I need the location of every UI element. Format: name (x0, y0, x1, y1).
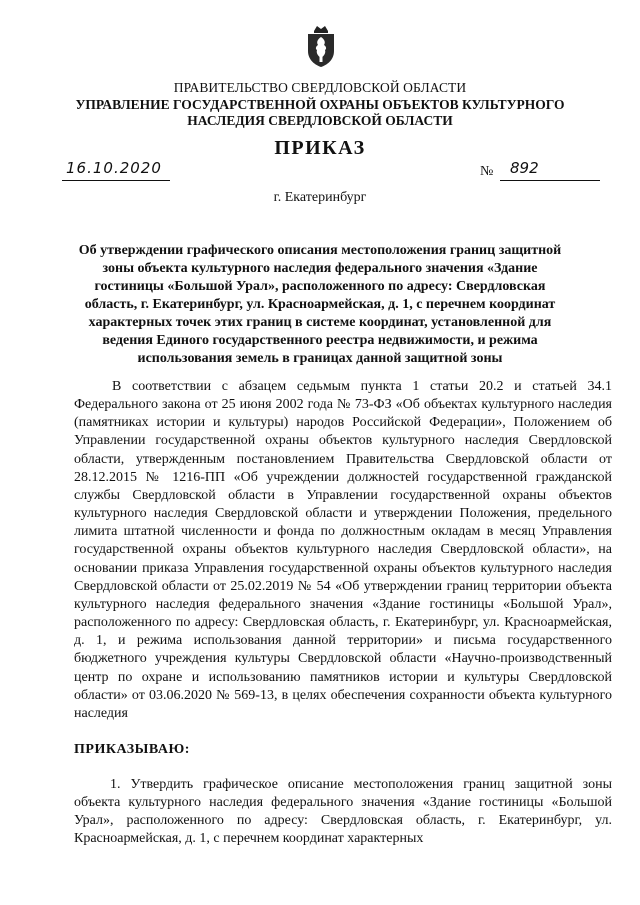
date-field (62, 159, 170, 181)
order-number: 892 (510, 159, 539, 177)
number-sign: № (480, 164, 494, 179)
number-field (500, 159, 600, 181)
clause-1-paragraph: 1. Утвердить графическое описание местоположения границ защитной зоны объекта культурного наследия федерального значения «Здание гостиницы «Большой Урал», расположенного по адресу: Свердловская область, г. Екатеринбург, ул. Красноармейская, д. 1, с перечнем координат характерных (74, 777, 612, 847)
coat-of-arms-icon (304, 24, 338, 68)
department-title: УПРАВЛЕНИЕ ГОСУДАРСТВЕННОЙ ОХРАНЫ ОБЪЕКТОВ КУЛЬТУРНОГО НАСЛЕДИЯ СВЕРДЛОВСКОЙ ОБЛАСТИ (75, 97, 565, 128)
decree-heading: ПРИКАЗЫВАЮ: (74, 742, 190, 757)
government-title: ПРАВИТЕЛЬСТВО СВЕРДЛОВСКОЙ ОБЛАСТИ (173, 80, 467, 95)
order-subject: Об утверждении графического описания местоположения границ защитной зоны объекта культурного наследия федерального значения «Здание гостиницы «Большой Урал», расположенного по адресу: Свердловская область, г. Екатеринбург, ул. Красноармейская, д. 1, с перечнем координат характерных точек этих границ в системе координат, установленной для ведения Единого государственного реестра недвижимости, и режима использования земель в границах данной защитной зоны (78, 243, 562, 366)
city-line: г. Екатеринбург (273, 190, 367, 205)
document-type: ПРИКАЗ (274, 137, 366, 159)
preamble-paragraph: В соответствии с абзацем седьмым пункта 1 статьи 20.2 и статьей 34.1 Федерального закона от 25 июня 2002 года № 73-ФЗ «Об объектах культурного наследия (памятниках истории и культуры) народов Российской Федерации», Положением об Управлении государственной охраны объектов культурного наследия Свердловской области, утвержденным постановлением Правительства Свердловской области от 28.12.2015 № 1216-ПП «Об учреждении должностей государственной гражданской службы Свердловской области в Управлении государственной охраны объектов культурного наследия Свердловской области и утверждении Положения, предельного лимита штатной численности и фонда по должностным окладам в месяц Управления государственной охраны объектов культурного наследия Свердловской области», на основании приказа Управления государственной охраны объектов культурного наследия Свердловской области от 25.02.2019 № 54 «Об утверждении границ территории объекта культурного наследия федерального значения «Здание гостиницы «Большой Урал», расположенного по адресу: Свердловская область, г. Екатеринбург, ул. Красноармейская, д. 1, и режима использования данной территории» и письма государственного бюджетного учреждения культуры Свердловской области «Научно-производственный центр по охране и использованию памятников истории и культуры Свердловской области» от 03.06.2020 № 569-13, в целях обеспечения сохранности объекта культурного наследия (74, 379, 612, 721)
order-date: 16.10.2020 (66, 159, 162, 177)
